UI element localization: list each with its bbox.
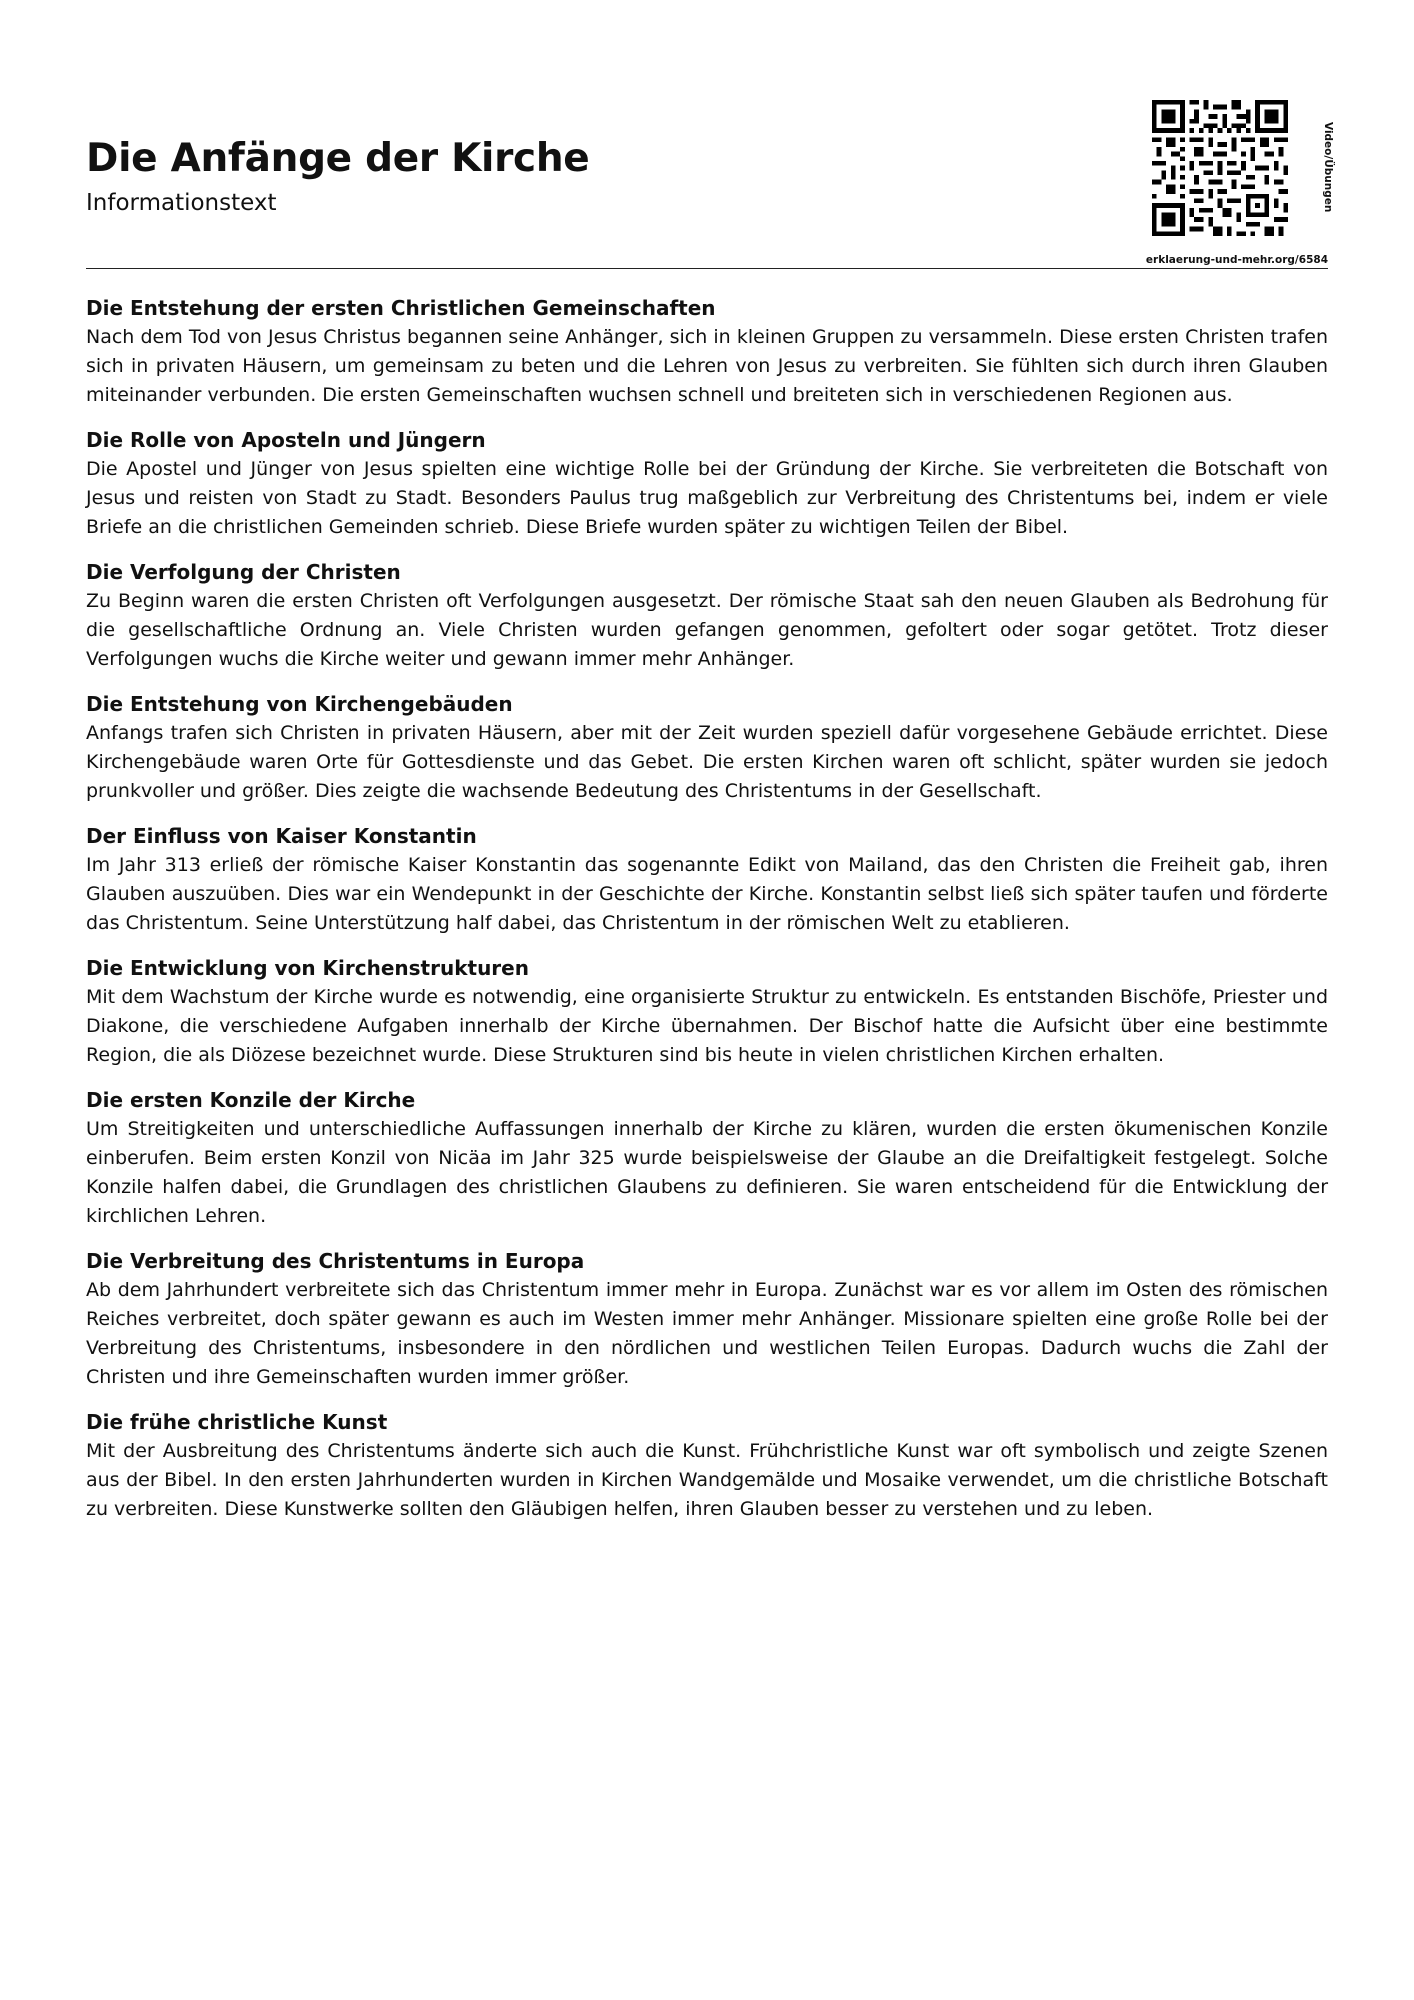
section-paragraph: Die Apostel und Jünger von Jesus spielten eine wichtige Rolle bei der Gründung der Kirche. Sie verbreiteten die Botschaft von Jesus und reisten von Stadt zu Stadt. Besonders Paulus trug maßgeblich zur Verbreitung des Christentums bei, indem er viele Briefe an die christlichen Gemeinden schrieb. Diese Briefe wurden später zu wichtigen Teilen der Bibel. (86, 458, 1328, 538)
section-paragraph: Um Streitigkeiten und unterschiedliche Auffassungen innerhalb der Kirche zu klären, wurden die ersten ökumenischen Konzile einberufen. Beim ersten Konzil von Nicäa im Jahr 325 wurde beispielsweise der Glaube an die Dreifaltigkeit festgelegt. Solche Konzile halfen dabei, die Grundlagen des christlichen Glaubens zu definieren. Sie waren entscheidend für die Entwicklung der kirchlichen Lehren. (86, 1118, 1328, 1227)
section-heading: Der Einfluss von Kaiser Konstantin (86, 824, 477, 848)
section-konzile (86, 1086, 1328, 1231)
section-verbreitung-europa (86, 1247, 1328, 1392)
qr-side-label: Video/Übungen (1322, 122, 1334, 213)
section-entstehung-gemeinschaften (86, 294, 1328, 410)
section-paragraph: Ab dem Jahrhundert verbreitete sich das Christentum immer mehr in Europa. Zunächst war es vor allem im Osten des römischen Reiches verbreitet, doch später gewann es auch im Westen immer mehr Anhänger. Missionare spielten eine große Rolle bei der Verbreitung des Christentums, insbesondere in den nördlichen und westlichen Teilen Europas. Dadurch wuchs die Zahl der Christen und ihre Gemeinschaften wurden immer größer. (86, 1279, 1328, 1388)
header-divider (86, 268, 1328, 269)
page-title: Die Anfänge der Kirche (86, 136, 590, 181)
section-paragraph: Mit der Ausbreitung des Christentums änderte sich auch die Kunst. Frühchristliche Kunst war oft symbolisch und zeigte Szenen aus der Bibel. In den ersten Jahrhunderten wurden in Kirchen Wandgemälde und Mosaike verwendet, um die christliche Botschaft zu verbreiten. Diese Kunstwerke sollten den Gläubigen helfen, ihren Glauben besser zu verstehen und zu leben. (86, 1440, 1328, 1520)
section-heading: Die frühe christliche Kunst (86, 1410, 388, 1434)
section-paragraph: Zu Beginn waren die ersten Christen oft Verfolgungen ausgesetzt. Der römische Staat sah den neuen Glauben als Bedrohung für die gesellschaftliche Ordnung an. Viele Christen wurden gefangen genommen, gefoltert oder sogar getötet. Trotz dieser Verfolgungen wuchs die Kirche weiter und gewann immer mehr Anhänger. (86, 590, 1328, 670)
section-heading: Die Entstehung von Kirchengebäuden (86, 692, 513, 716)
section-apostel-juenger (86, 426, 1328, 542)
qr-code-icon[interactable] (1152, 100, 1288, 236)
section-verfolgung (86, 558, 1328, 674)
section-kirchengebaeude (86, 690, 1328, 806)
section-paragraph: Im Jahr 313 erließ der römische Kaiser Konstantin das sogenannte Edikt von Mailand, das den Christen die Freiheit gab, ihren Glauben auszuüben. Dies war ein Wendepunkt in der Geschichte der Kirche. Konstantin selbst ließ sich später taufen und förderte das Christentum. Seine Unterstützung half dabei, das Christentum in der römischen Welt zu etablieren. (86, 854, 1328, 934)
section-paragraph: Nach dem Tod von Jesus Christus begannen seine Anhänger, sich in kleinen Gruppen zu versammeln. Diese ersten Christen trafen sich in privaten Häusern, um gemeinsam zu beten und die Lehren von Jesus zu verbreiten. Sie fühlten sich durch ihren Glauben miteinander verbunden. Die ersten Gemeinschaften wuchsen schnell und breiteten sich in verschiedenen Regionen aus. (86, 326, 1328, 406)
section-heading: Die Entstehung der ersten Christlichen Gemeinschaften (86, 296, 716, 320)
section-heading: Die Verbreitung des Christentums in Europa (86, 1249, 585, 1273)
section-paragraph: Mit dem Wachstum der Kirche wurde es notwendig, eine organisierte Struktur zu entwickeln. Es entstanden Bischöfe, Priester und Diakone, die verschiedene Aufgaben innerhalb der Kirche übernahmen. Der Bischof hatte die Aufsicht über eine bestimmte Region, die als Diözese bezeichnet wurde. Diese Strukturen sind bis heute in vielen christlichen Kirchen erhalten. (86, 986, 1328, 1066)
section-paragraph: Anfangs trafen sich Christen in privaten Häusern, aber mit der Zeit wurden speziell dafür vorgesehene Gebäude errichtet. Diese Kirchengebäude waren Orte für Gottesdienste und das Gebet. Die ersten Kirchen waren oft schlicht, später wurden sie jedoch prunkvoller und größer. Dies zeigte die wachsende Bedeutung des Christentums in der Gesellschaft. (86, 722, 1328, 802)
section-christliche-kunst (86, 1408, 1328, 1524)
text-body (86, 294, 1328, 1540)
page-subtitle: Informationstext (86, 190, 277, 216)
section-heading: Die Verfolgung der Christen (86, 560, 401, 584)
section-heading: Die Rolle von Aposteln und Jüngern (86, 428, 486, 452)
section-konstantin (86, 822, 1328, 938)
section-kirchenstrukturen (86, 954, 1328, 1070)
section-heading: Die ersten Konzile der Kirche (86, 1088, 416, 1112)
section-heading: Die Entwicklung von Kirchenstrukturen (86, 956, 529, 980)
qr-url-link[interactable]: erklaerung-und-mehr.org/6584 (1145, 254, 1328, 266)
